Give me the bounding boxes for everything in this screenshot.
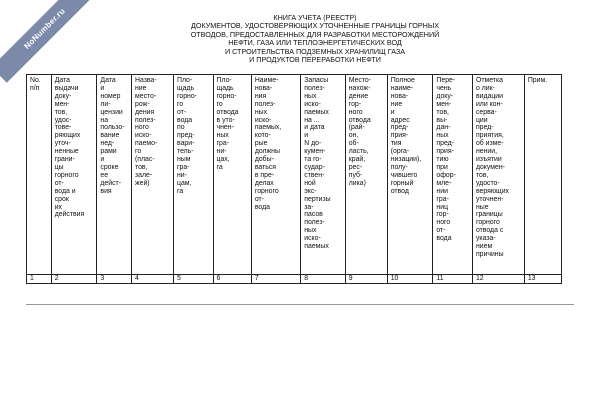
column-header-documents: Пере- чень доку- мен- тов, вы- дан- ных пред- прия- тию при офор- мле- нии гра- ниц гор- ного от- вода xyxy=(433,75,473,275)
title-line: НЕФТИ, ГАЗА ИЛИ ТЕПЛОЭНЕРГЕТИЧЕСКИХ ВОД xyxy=(228,38,402,48)
column-header-deposit-name: Назва- ние место- рож- дения полез- ного иско- паемо- го (плас- тов, зале- жей) xyxy=(132,75,174,275)
footer-divider xyxy=(26,304,574,305)
column-number: 8 xyxy=(301,275,345,284)
column-header-number: No. п/п xyxy=(27,75,52,275)
column-header-refined-area: Пло- щадь горно- го отвода в уто- чнен- ных гра- ни- цах, га xyxy=(213,75,251,275)
column-number: 2 xyxy=(51,275,97,284)
title-line: КНИГА УЧЕТА (РЕЕСТР) xyxy=(273,13,357,22)
document-title xyxy=(150,14,480,64)
column-header-location: Место- нахож- дение гор- ного отвода (рай- он, об- ласть, край, рес- пуб- лика) xyxy=(345,75,387,275)
title-line: ОТВОДОВ, ПРЕДОСТАВЛЕННЫХ ДЛЯ РАЗРАБОТКИ МЕСТОРОЖДЕНИЙ xyxy=(190,29,440,39)
column-number: 7 xyxy=(251,275,300,284)
title-line: И СТРОИТЕЛЬСТВА ПОДЗЕМНЫХ ХРАНИЛИЩ ГАЗА xyxy=(224,46,406,56)
table-header-row xyxy=(27,75,562,275)
registry-table xyxy=(26,74,562,284)
title-line: ДОКУМЕНТОВ, УДОСТОВЕРЯЮЩИХ УТОЧНЕННЫЕ ГРАНИЦЫ ГОРНЫХ xyxy=(190,21,440,31)
column-number: 5 xyxy=(174,275,214,284)
column-header-remarks: Прим. xyxy=(524,75,561,275)
column-number: 12 xyxy=(472,275,524,284)
column-number: 4 xyxy=(132,275,174,284)
column-header-issue-date: Дата выдачи доку- мен- тов, удос- тове- ряющих уточ- ненные грани- цы горного от- вода и срок их действия xyxy=(51,75,97,275)
column-number: 13 xyxy=(524,275,561,284)
column-header-minerals: Наиме- нова- ния полез- ных иско- паемых, кото- рые должны добы- ваться в пре- делах горного от- вода xyxy=(251,75,300,275)
column-number: 3 xyxy=(97,275,132,284)
column-number: 10 xyxy=(387,275,433,284)
column-number: 1 xyxy=(27,275,52,284)
column-number-row xyxy=(27,275,562,284)
column-number: 11 xyxy=(433,275,473,284)
title-line: И ПРОДУКТОВ ПЕРЕРАБОТКИ НЕФТИ xyxy=(249,55,381,65)
watermark: NoNumber.ru xyxy=(0,0,99,83)
column-header-preliminary-area: Пло- щадь горно- го от- вода по пред- вари- тель- ным гра- ни- цам, га xyxy=(174,75,214,275)
column-header-liquidation-note: Отметка о лик- видации или кон- серва- ции пред- приятия, об изме- нении, изъятии докумен- тов, удосто- веряющих уточнен- ные границы горного отвода с указа- нием причины xyxy=(472,75,524,275)
column-number: 6 xyxy=(213,275,251,284)
column-header-license: Дата и номер ли- цензии на пользо- вание нед- рами и сроке ее дейст- вия xyxy=(97,75,132,275)
column-header-reserves: Запасы полез- ных иско- паемых на ... и дата и N до- кумен- та го- судар- ствен- ной экс- пертизы за- пасов полез- ных иско- паемых xyxy=(301,75,345,275)
column-number: 9 xyxy=(345,275,387,284)
column-header-enterprise: Полное наиме- нова- ние и адрес пред- прия- тия (орга- низации), полу- чившего горный отвод xyxy=(387,75,433,275)
